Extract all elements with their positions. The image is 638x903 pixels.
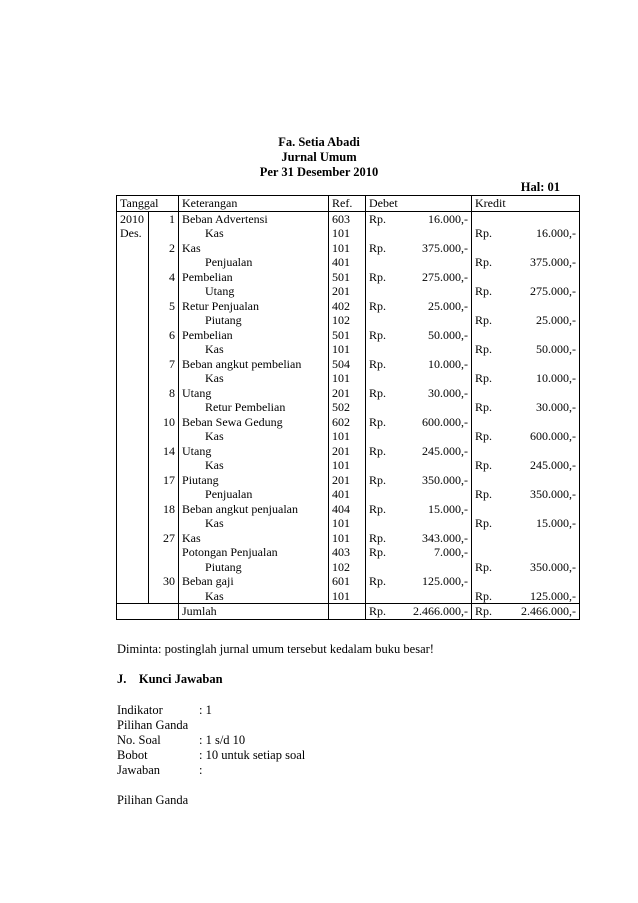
journal-row [117,211,580,226]
credit-currency [472,473,505,488]
account-ref: 101 [329,589,366,604]
debit-amount [399,458,472,473]
debit-amount: 25.000,- [428,298,469,313]
account-description: Kas [179,589,329,604]
credit-currency [472,531,505,546]
debit-amount: 245.000,- [422,443,469,458]
account-ref: 601 [329,574,366,589]
debit-amount: 7.000,- [434,545,469,559]
journal-row [117,270,580,285]
credit-currency: Rp. [472,371,505,386]
debit-currency [366,313,399,328]
journal-row [117,400,580,415]
account-description: Beban angkut pembelian [179,357,329,372]
date-day: 18 [149,502,179,517]
account-ref: 201 [329,473,366,488]
date-year-month [117,284,149,299]
info-label: Indikator [117,703,163,717]
credit-amount [505,415,580,430]
account-description: Utang [179,386,329,401]
debit-currency: Rp. [366,574,399,589]
date-day: 27 [149,531,179,546]
date-day [149,226,179,241]
date-year-month [117,487,149,502]
debit-amount [399,255,472,270]
debit-currency: Rp. [366,531,399,546]
date-year-month [117,342,149,357]
date-day: 7 [149,357,179,372]
account-ref: 101 [329,371,366,386]
account-ref: 401 [329,487,366,502]
instruction-text: Diminta: postinglah jurnal umum tersebut kedalam buku besar! [117,642,434,656]
debit-amount [399,516,472,531]
debit-currency [366,400,399,415]
debit-amount: 375.000,- [422,240,469,255]
debit-currency [366,516,399,531]
account-ref: 502 [329,400,366,415]
info-row-bobot [117,748,305,763]
col-header-date: Tanggal [117,196,179,212]
info-row-no-soal [117,733,245,748]
account-ref: 403 [329,545,366,560]
credit-amount [505,574,580,589]
account-ref: 101 [329,241,366,256]
col-header-ref: Ref. [329,196,366,212]
credit-amount: 275.000,- [505,284,580,299]
journal-row [117,299,580,314]
debit-currency [366,255,399,270]
credit-amount: 245.000,- [505,458,580,473]
credit-currency [472,357,505,372]
info-label: Pilihan Ganda [117,718,189,732]
date-day: 6 [149,328,179,343]
credit-currency: Rp. [472,226,505,241]
credit-amount [505,211,580,226]
credit-currency: Rp. [472,429,505,444]
account-description: Potongan Penjualan [179,545,329,560]
credit-amount: 50.000,- [505,342,580,357]
total-ref-blank [329,604,366,620]
credit-currency [472,241,505,256]
journal-row [117,560,580,575]
date-day [149,516,179,531]
date-day: 1 [149,211,179,226]
info-label: Jawaban [117,763,161,777]
account-description: Beban angkut penjualan [179,502,329,517]
date-day [149,589,179,604]
journal-row [117,342,580,357]
debit-currency: Rp. [366,299,399,314]
debit-amount [399,429,472,444]
account-ref: 603 [329,211,366,226]
debit-amount [399,284,472,299]
account-description: Pembelian [179,328,329,343]
journal-title: Jurnal Umum [281,150,357,164]
debit-currency [366,560,399,575]
date-year-month [117,255,149,270]
company-name: Fa. Setia Abadi [278,135,360,149]
debit-currency [366,429,399,444]
account-description: Beban Sewa Gedung [179,415,329,430]
date-day: 2 [149,241,179,256]
credit-currency: Rp. [472,487,505,502]
journal-row [117,444,580,459]
credit-amount: 25.000,- [505,313,580,328]
journal-row [117,386,580,401]
credit-amount [505,502,580,517]
info-row-indikator [117,703,212,718]
date-day [149,429,179,444]
credit-currency [472,211,505,226]
date-day [149,313,179,328]
total-row [117,604,580,620]
debit-amount [399,487,472,502]
account-ref: 101 [329,516,366,531]
account-ref: 602 [329,415,366,430]
account-description: Piutang [179,473,329,488]
credit-currency: Rp. [472,516,505,531]
credit-currency [472,545,505,560]
date-year-month [117,574,149,589]
account-description: Beban gaji [179,574,329,589]
info-row-pilihan-ganda [117,718,199,733]
debit-currency [366,226,399,241]
debit-currency [366,589,399,604]
date-day [149,458,179,473]
journal-row [117,313,580,328]
credit-amount [505,299,580,314]
debit-currency: Rp. [366,444,399,459]
account-description: Retur Pembelian [179,400,329,415]
credit-currency: Rp. [472,400,505,415]
total-credit-currency: Rp. [472,604,505,620]
account-ref: 504 [329,357,366,372]
info-label: No. Soal [117,733,161,747]
date-day [149,342,179,357]
credit-currency: Rp. [472,342,505,357]
date-year-month [117,357,149,372]
date-day [149,284,179,299]
info-row-jawaban [117,763,202,778]
account-ref: 402 [329,299,366,314]
credit-currency [472,386,505,401]
account-ref: 201 [329,284,366,299]
date-day: 8 [149,386,179,401]
credit-amount: 10.000,- [505,371,580,386]
account-ref: 101 [329,429,366,444]
credit-currency [472,299,505,314]
credit-amount [505,444,580,459]
account-description: Kas [179,371,329,386]
date-year-month [117,270,149,285]
account-description: Piutang [179,313,329,328]
credit-amount: 16.000,- [505,226,580,241]
debit-currency: Rp. [366,270,399,285]
credit-currency: Rp. [472,255,505,270]
date-year-month: 2010 [117,211,149,226]
table-header-row [117,196,580,212]
journal-row [117,473,580,488]
account-ref: 501 [329,328,366,343]
debit-amount: 125.000,- [422,574,469,588]
date-year-month [117,400,149,415]
credit-currency: Rp. [472,313,505,328]
debit-amount: 350.000,- [422,472,469,487]
credit-amount: 350.000,- [505,560,580,575]
date-year-month [117,241,149,256]
date-year-month [117,502,149,517]
credit-amount: 600.000,- [505,429,580,444]
date-year-month [117,531,149,546]
date-day [149,255,179,270]
total-debit-currency: Rp. [366,604,399,620]
account-ref: 102 [329,313,366,328]
date-day: 17 [149,473,179,488]
date-year-month [117,328,149,343]
debit-amount [399,313,472,328]
date-year-month [117,545,149,560]
date-year-month [117,371,149,386]
date-year-month [117,386,149,401]
debit-amount [399,226,472,241]
section-title: Kunci Jawaban [138,672,223,686]
journal-row [117,284,580,299]
journal-row [117,415,580,430]
journal-row [117,502,580,517]
debit-currency: Rp. [366,211,399,226]
account-description: Utang [179,284,329,299]
account-ref: 101 [329,531,366,546]
journal-row [117,574,580,589]
journal-period: Per 31 Desember 2010 [259,165,379,179]
journal-row [117,545,580,560]
account-ref: 401 [329,255,366,270]
col-header-desc: Keterangan [179,196,329,212]
date-year-month [117,473,149,488]
info-value: : 10 untuk setiap soal [199,748,306,762]
journal-table [116,195,580,620]
journal-row [117,458,580,473]
credit-amount: 375.000,- [505,255,580,270]
credit-amount [505,357,580,372]
debit-currency [366,342,399,357]
credit-currency: Rp. [472,560,505,575]
info-label: Bobot [117,748,148,762]
journal-row [117,357,580,372]
debit-amount: 30.000,- [428,385,469,400]
debit-currency [366,458,399,473]
date-day: 4 [149,270,179,285]
journal-row [117,589,580,604]
journal-row [117,255,580,270]
info-value: : 1 [199,703,212,717]
debit-currency: Rp. [366,502,399,517]
date-year-month [117,516,149,531]
debit-amount [399,342,472,357]
account-description: Retur Penjualan [179,299,329,314]
total-credit: 2.466.000,- [505,604,580,620]
account-description: Piutang [179,560,329,575]
account-ref: 102 [329,560,366,575]
credit-currency [472,502,505,517]
section-heading [117,672,223,687]
debit-amount: 600.000,- [422,414,469,429]
account-description: Kas [179,516,329,531]
credit-amount [505,241,580,256]
credit-currency [472,415,505,430]
credit-currency: Rp. [472,284,505,299]
total-blank [117,604,179,620]
credit-currency: Rp. [472,589,505,604]
debit-currency: Rp. [366,328,399,343]
credit-currency: Rp. [472,458,505,473]
date-year-month [117,313,149,328]
footer-text: Pilihan Ganda [117,793,189,807]
account-description: Kas [179,458,329,473]
debit-amount: 16.000,- [428,211,469,226]
journal-row [117,487,580,502]
journal-row [117,328,580,343]
info-value: : [199,763,203,777]
credit-amount [505,386,580,401]
debit-amount: 10.000,- [428,356,469,371]
date-year-month: Des. [117,226,149,241]
credit-currency [472,270,505,285]
credit-currency [472,328,505,343]
date-day [149,400,179,415]
debit-currency: Rp. [366,415,399,430]
account-description: Kas [179,241,329,256]
credit-amount [505,270,580,285]
date-day: 5 [149,299,179,314]
date-year-month [117,299,149,314]
date-year-month [117,429,149,444]
journal-row [117,516,580,531]
date-day [149,371,179,386]
date-day: 10 [149,415,179,430]
date-day [149,545,179,560]
account-description: Kas [179,342,329,357]
section-number: J. [117,672,127,686]
debit-currency: Rp. [366,241,399,256]
debit-amount: 15.000,- [428,501,469,516]
credit-amount [505,328,580,343]
account-description: Kas [179,226,329,241]
credit-amount [505,473,580,488]
debit-currency: Rp. [366,357,399,372]
total-label: Jumlah [179,604,329,620]
account-ref: 101 [329,342,366,357]
journal-row [117,226,580,241]
debit-currency [366,371,399,386]
credit-currency [472,574,505,589]
credit-currency [472,444,505,459]
date-year-month [117,444,149,459]
account-ref: 404 [329,502,366,517]
date-year-month [117,560,149,575]
account-description: Penjualan [179,255,329,270]
date-day: 14 [149,444,179,459]
account-description: Beban Advertensi [179,211,329,226]
account-ref: 501 [329,270,366,285]
col-header-credit: Kredit [472,196,580,212]
total-debit: 2.466.000,- [399,604,472,620]
debit-amount [399,400,472,415]
date-year-month [117,458,149,473]
account-ref: 201 [329,444,366,459]
account-ref: 201 [329,386,366,401]
credit-amount: 125.000,- [505,589,580,604]
debit-amount [399,371,472,386]
journal-body [117,196,580,620]
account-ref: 101 [329,458,366,473]
debit-currency: Rp. [366,386,399,401]
date-day: 30 [149,574,179,589]
account-description: Kas [179,531,329,546]
debit-amount [399,560,472,575]
journal-row [117,429,580,444]
debit-amount: 275.000,- [422,269,469,284]
page-number: Hal: 01 [520,180,560,194]
account-description: Penjualan [179,487,329,502]
date-day [149,487,179,502]
debit-currency [366,487,399,502]
credit-amount: 30.000,- [505,400,580,415]
debit-currency: Rp. [366,473,399,488]
account-ref: 101 [329,226,366,241]
journal-row [117,371,580,386]
account-description: Utang [179,444,329,459]
credit-amount: 15.000,- [505,516,580,531]
info-value: : 1 s/d 10 [199,733,246,747]
credit-amount [505,531,580,546]
col-header-debit: Debet [366,196,472,212]
date-year-month [117,589,149,604]
account-description: Kas [179,429,329,444]
date-year-month [117,415,149,430]
account-description: Pembelian [179,270,329,285]
journal-row [117,531,580,546]
debit-amount [399,589,472,604]
date-day [149,560,179,575]
credit-amount: 350.000,- [505,487,580,502]
credit-amount [505,545,580,560]
debit-currency: Rp. [366,545,399,560]
debit-currency [366,284,399,299]
debit-amount: 50.000,- [428,327,469,342]
journal-row [117,241,580,256]
debit-amount: 343.000,- [422,530,469,545]
